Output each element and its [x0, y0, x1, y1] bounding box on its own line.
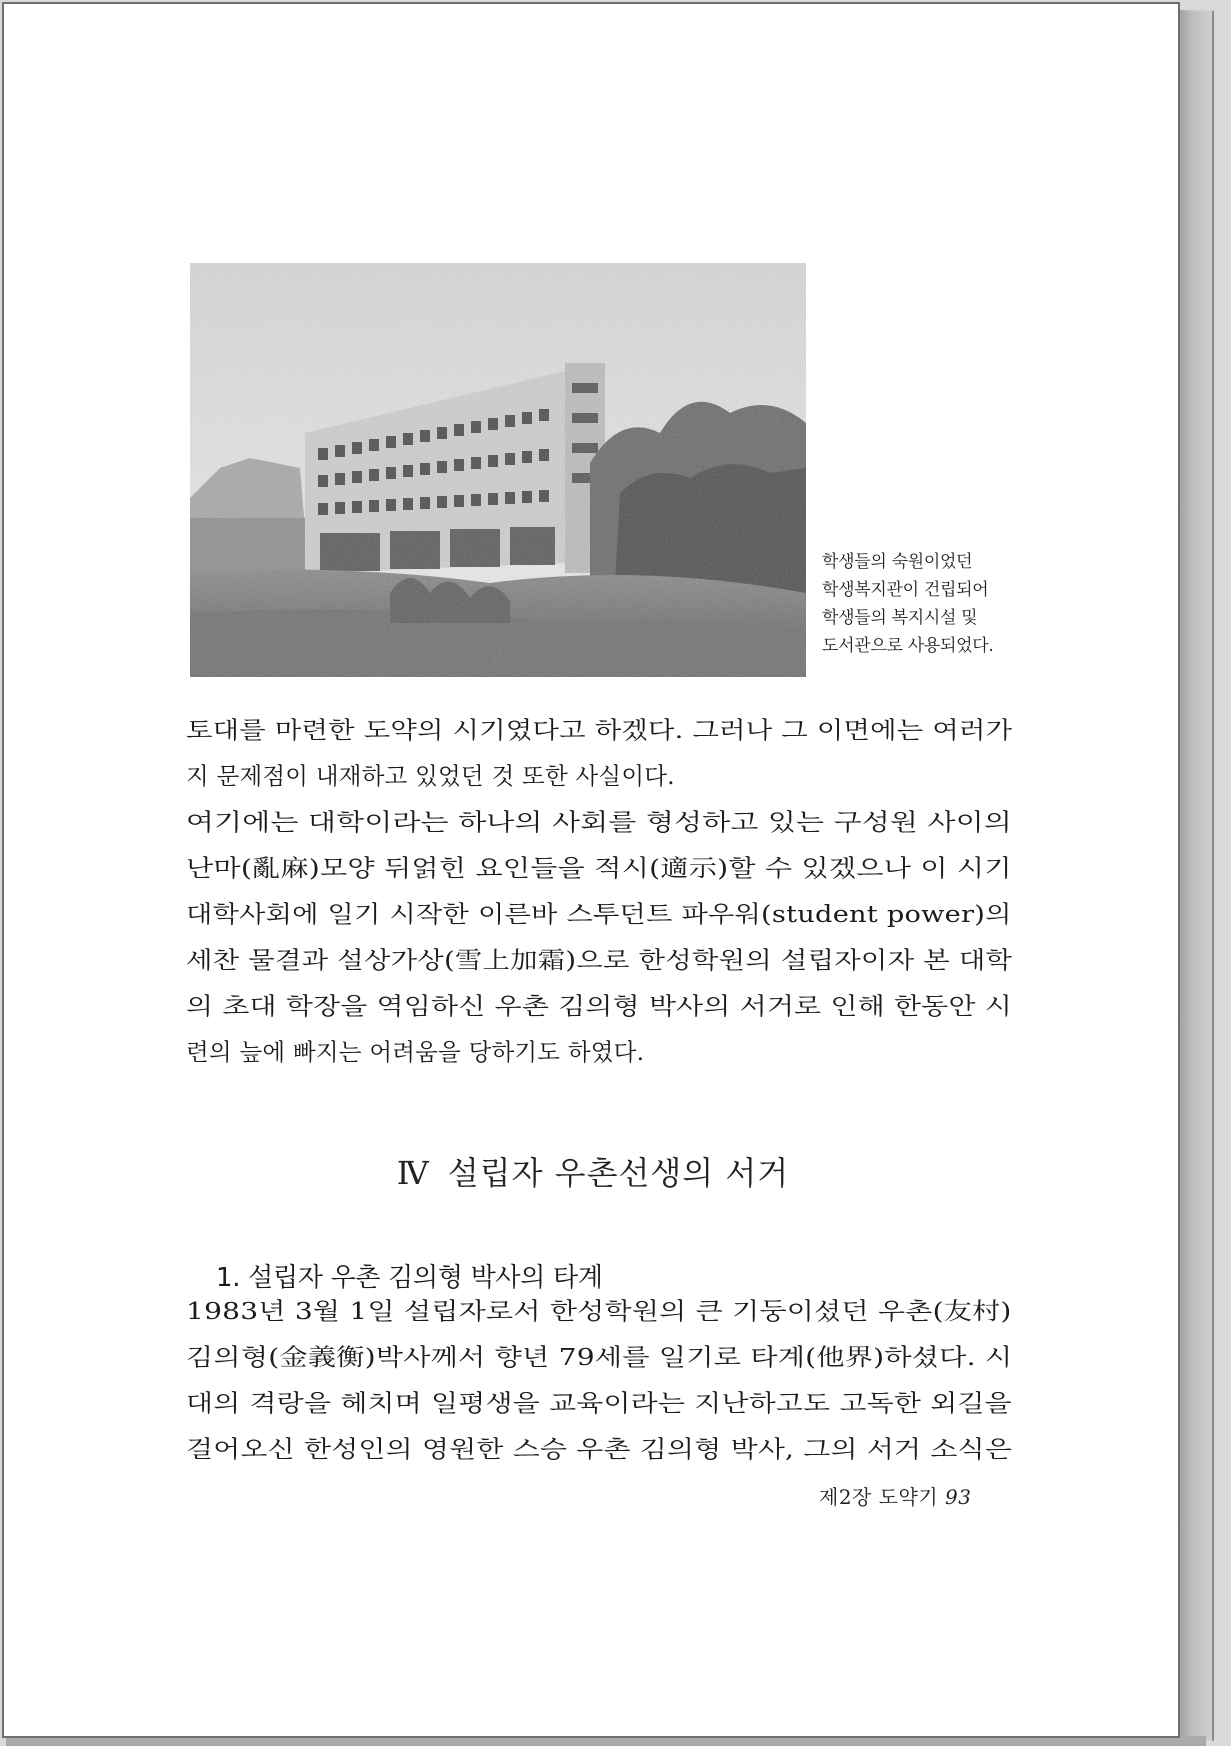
text-line: 여기에는 대학이라는 하나의 사회를 형성하고 있는 구성원 사이의	[186, 808, 1013, 836]
text-line: 의 초대 학장을 역임하신 우촌 김의형 박사의 서거로 인해 한동안 시	[186, 992, 1013, 1020]
text-line: 세찬 물결과 설상가상(雪上加霜)으로 한성학원의 설립자이자 본 대학	[186, 946, 1013, 974]
text-line: 토대를 마련한 도약의 시기였다고 하겠다. 그러나 그 이면에는 여러가	[186, 716, 1013, 744]
text-line: 김의형(金義衡)박사께서 향년 79세를 일기로 타계(他界)하셨다. 시	[186, 1343, 1013, 1371]
caption-line: 학생들의 복지시설 및	[822, 608, 978, 628]
caption-line: 도서관으로 사용되었다.	[822, 636, 994, 656]
running-footer-chapter: 제2장 도약기	[819, 1485, 939, 1509]
book-page	[2, 2, 1180, 1738]
body-paragraphs-top	[186, 707, 1012, 1075]
text-line: 대의 격랑을 헤치며 일평생을 교육이라는 지난하고도 고독한 외길을	[186, 1389, 1012, 1417]
page-stack-edge	[1178, 10, 1214, 1741]
caption-line: 학생복지관이 건립되어	[822, 580, 989, 600]
text-line: 대학사회에 일기 시작한 이른바 스투던트 파우워(student power)의	[186, 900, 1012, 928]
body-paragraphs-bottom	[186, 1288, 1012, 1472]
text-line: 난마(亂麻)모양 뒤얽힌 요인들을 적시(適示)할 수 있겠으나 이 시기	[186, 854, 1012, 882]
chapter-number: Ⅳ	[396, 1153, 430, 1192]
building-photo	[190, 263, 806, 677]
section-heading: 1. 설립자 우촌 김의형 박사의 타계	[216, 1263, 603, 1293]
text-line: 1983년 3월 1일 설립자로서 한성학원의 큰 기둥이셨던 우촌(友村)	[186, 1297, 1012, 1325]
caption-line: 학생들의 숙원이었던	[822, 552, 973, 572]
photo-caption	[822, 548, 1042, 660]
chapter-title: 설립자 우촌선생의 서거	[447, 1153, 790, 1192]
page-footer	[819, 1481, 972, 1510]
text-line: 지 문제점이 내재하고 있었던 것 또한 사실이다.	[186, 762, 675, 790]
page-number: 93	[945, 1485, 972, 1509]
text-line: 걸어오신 한성인의 영원한 스승 우촌 김의형 박사, 그의 서거 소식은	[186, 1435, 1013, 1463]
chapter-heading	[4, 1148, 1182, 1194]
text-line: 련의 늪에 빠지는 어려움을 당하기도 하였다.	[186, 1038, 645, 1066]
